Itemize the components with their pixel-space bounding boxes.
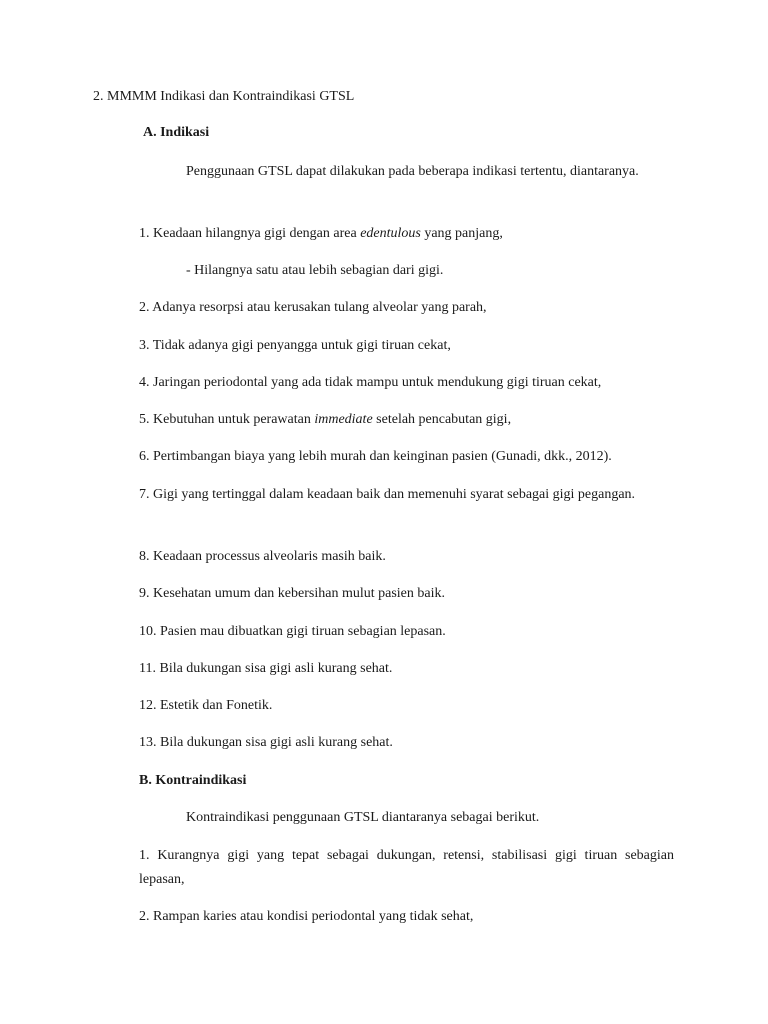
kontraindikasi-heading: B. Kontraindikasi [139,773,247,788]
indikasi-item-10: 10. Pasien mau dibuatkan gigi tiruan sebagian lepasan. [139,624,446,639]
indikasi-item-8: 8. Keadaan processus alveolaris masih baik. [139,549,386,564]
emphasis-term: immediate [314,412,373,427]
indikasi-intro: Penggunaan GTSL dapat dilakukan pada beberapa indikasi tertentu, diantaranya. [186,164,639,179]
indikasi-item-1: 1. Keadaan hilangnya gigi dengan area edentulous yang panjang, [139,226,503,241]
emphasis-term: edentulous [360,226,421,241]
indikasi-item-2: 2. Adanya resorpsi atau kerusakan tulang alveolar yang parah, [139,300,487,315]
indikasi-item-4: 4. Jaringan periodontal yang ada tidak mampu untuk mendukung gigi tiruan cekat, [139,375,602,390]
indikasi-item-6: 6. Pertimbangan biaya yang lebih murah dan keinginan pasien (Gunadi, dkk., 2012). [139,449,612,464]
indikasi-item-11: 11. Bila dukungan sisa gigi asli kurang sehat. [139,661,393,676]
indikasi-item-3: 3. Tidak adanya gigi penyangga untuk gigi tiruan cekat, [139,338,451,353]
indikasi-heading: A. Indikasi [143,125,210,140]
kontraindikasi-item-1: 1. Kurangnya gigi yang tepat sebagai dukungan, retensi, stabilisasi gigi tiruan sebagian lepasan, [139,848,674,887]
kontraindikasi-item-2: 2. Rampan karies atau kondisi periodontal yang tidak sehat, [139,909,474,924]
indikasi-item-12: 12. Estetik dan Fonetik. [139,698,273,713]
indikasi-item-7: 7. Gigi yang tertinggal dalam keadaan baik dan memenuhi syarat sebagai gigi pegangan. [139,487,636,502]
section-heading: 2. MMMM Indikasi dan Kontraindikasi GTSL [93,89,355,104]
indikasi-subitem: - Hilangnya satu atau lebih sebagian dari gigi. [186,263,444,278]
indikasi-item-9: 9. Kesehatan umum dan kebersihan mulut pasien baik. [139,586,445,601]
indikasi-item-13: 13. Bila dukungan sisa gigi asli kurang sehat. [139,735,393,750]
indikasi-item-5: 5. Kebutuhan untuk perawatan immediate setelah pencabutan gigi, [139,412,512,427]
kontraindikasi-intro: Kontraindikasi penggunaan GTSL diantaranya sebagai berikut. [186,810,540,825]
